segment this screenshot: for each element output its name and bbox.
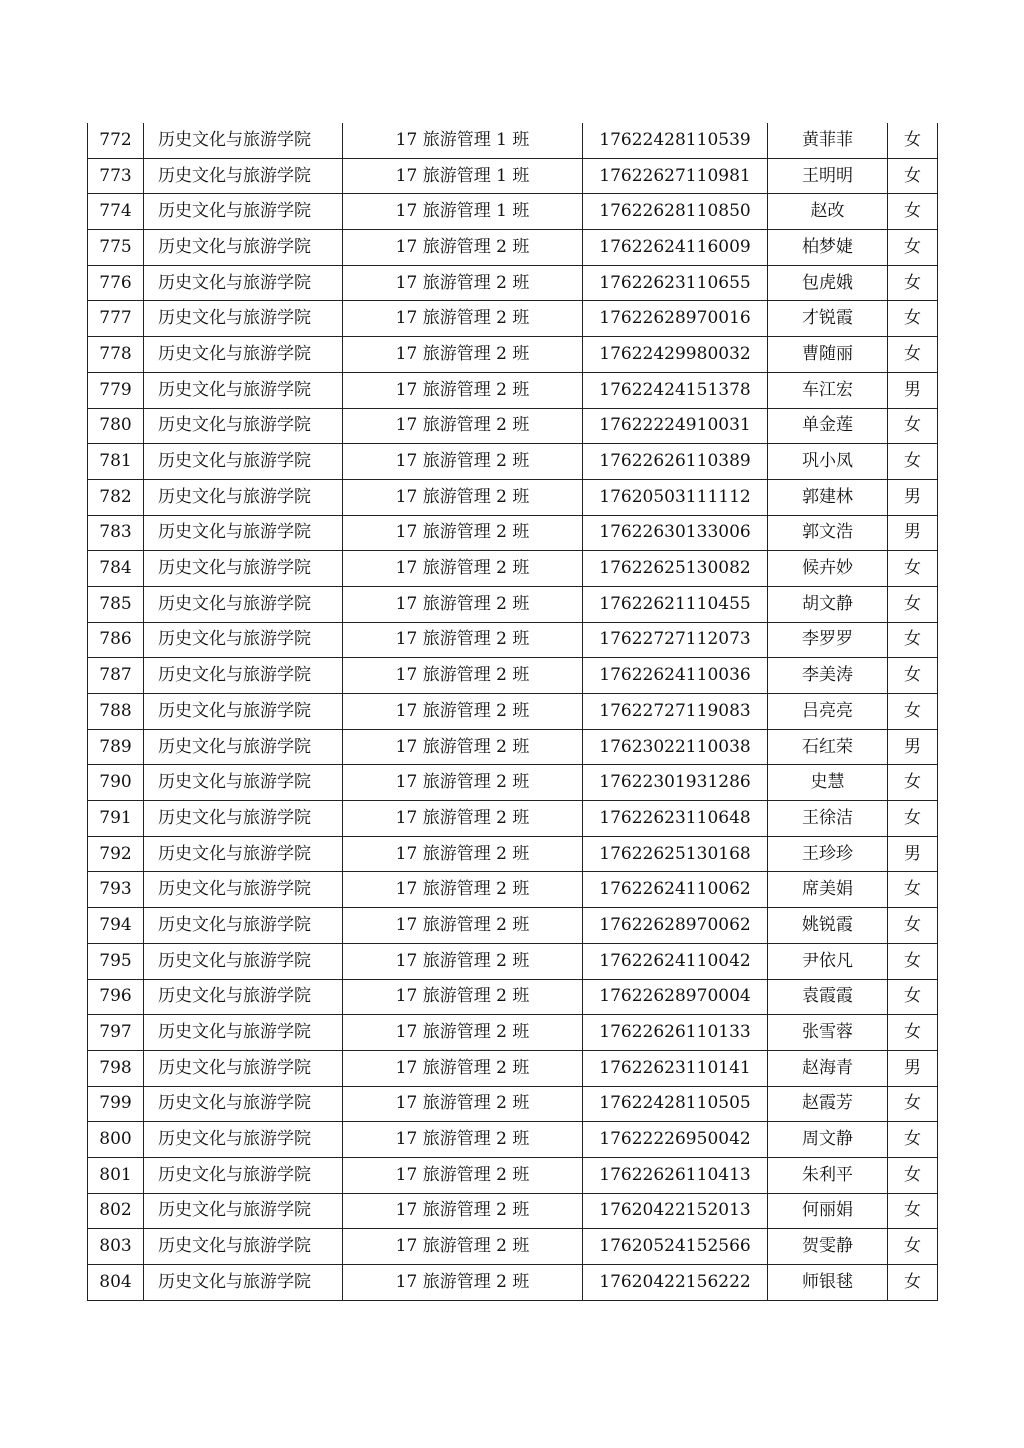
cell-college: 历史文化与旅游学院 [144,622,343,658]
cell-gender: 女 [888,444,938,480]
table-row [88,1193,938,1229]
cell-college: 历史文化与旅游学院 [144,123,343,158]
cell-student-id: 17622625130168 [583,836,768,872]
cell-index: 781 [88,444,144,480]
table-row [88,551,938,587]
cell-college: 历史文化与旅游学院 [144,265,343,301]
cell-index: 790 [88,765,144,801]
cell-gender: 女 [888,943,938,979]
cell-college: 历史文化与旅游学院 [144,979,343,1015]
cell-college: 历史文化与旅游学院 [144,444,343,480]
table-row [88,444,938,480]
cell-student-id: 17620503111112 [583,479,768,515]
cell-class: 17 旅游管理 2 班 [343,1122,583,1158]
cell-index: 795 [88,943,144,979]
cell-class: 17 旅游管理 2 班 [343,479,583,515]
cell-student-name: 胡文静 [768,586,888,622]
cell-student-id: 17622626110413 [583,1157,768,1193]
cell-gender: 女 [888,1157,938,1193]
cell-index: 800 [88,1122,144,1158]
cell-student-name: 王徐洁 [768,801,888,837]
table-row [88,1050,938,1086]
cell-student-name: 候卉妙 [768,551,888,587]
cell-student-id: 17622628110850 [583,194,768,230]
cell-index: 787 [88,658,144,694]
student-roster-table [87,123,938,1301]
table-row [88,1015,938,1051]
cell-gender: 女 [888,1193,938,1229]
cell-student-name: 赵海青 [768,1050,888,1086]
cell-college: 历史文化与旅游学院 [144,408,343,444]
cell-student-name: 才锐霞 [768,301,888,337]
cell-student-id: 17622623110141 [583,1050,768,1086]
cell-student-name: 袁霞霞 [768,979,888,1015]
cell-college: 历史文化与旅游学院 [144,729,343,765]
cell-gender: 女 [888,123,938,158]
cell-class: 17 旅游管理 2 班 [343,372,583,408]
cell-class: 17 旅游管理 1 班 [343,194,583,230]
cell-student-name: 包虎娥 [768,265,888,301]
cell-class: 17 旅游管理 1 班 [343,158,583,194]
cell-student-id: 17622626110389 [583,444,768,480]
table-row [88,729,938,765]
cell-college: 历史文化与旅游学院 [144,301,343,337]
cell-gender: 女 [888,1086,938,1122]
table-row [88,622,938,658]
cell-student-id: 17622624110042 [583,943,768,979]
cell-student-id: 17622301931286 [583,765,768,801]
cell-index: 775 [88,230,144,266]
cell-college: 历史文化与旅游学院 [144,1015,343,1051]
cell-gender: 女 [888,872,938,908]
cell-student-id: 17622424151378 [583,372,768,408]
cell-class: 17 旅游管理 2 班 [343,729,583,765]
table-row [88,979,938,1015]
cell-student-name: 李罗罗 [768,622,888,658]
table-row [88,836,938,872]
cell-student-name: 黄菲菲 [768,123,888,158]
cell-student-id: 17622624110036 [583,658,768,694]
cell-student-name: 郭建林 [768,479,888,515]
cell-student-id: 17622623110655 [583,265,768,301]
cell-gender: 男 [888,479,938,515]
cell-gender: 女 [888,765,938,801]
cell-class: 17 旅游管理 2 班 [343,622,583,658]
cell-student-id: 17622628970062 [583,908,768,944]
cell-student-name: 何丽娟 [768,1193,888,1229]
cell-index: 772 [88,123,144,158]
cell-class: 17 旅游管理 2 班 [343,1015,583,1051]
cell-student-id: 17622428110505 [583,1086,768,1122]
table-row [88,872,938,908]
table-row [88,943,938,979]
table-row [88,301,938,337]
cell-class: 17 旅游管理 2 班 [343,1229,583,1265]
cell-college: 历史文化与旅游学院 [144,836,343,872]
cell-index: 802 [88,1193,144,1229]
cell-gender: 男 [888,1050,938,1086]
cell-student-id: 17622428110539 [583,123,768,158]
cell-gender: 女 [888,551,938,587]
cell-class: 17 旅游管理 2 班 [343,515,583,551]
cell-student-name: 李美涛 [768,658,888,694]
cell-gender: 女 [888,337,938,373]
cell-college: 历史文化与旅游学院 [144,658,343,694]
cell-class: 17 旅游管理 2 班 [343,586,583,622]
cell-gender: 女 [888,1265,938,1301]
cell-student-name: 曹随丽 [768,337,888,373]
cell-student-name: 史慧 [768,765,888,801]
table-row [88,265,938,301]
cell-student-id: 17622626110133 [583,1015,768,1051]
cell-college: 历史文化与旅游学院 [144,194,343,230]
cell-college: 历史文化与旅游学院 [144,515,343,551]
table-row [88,765,938,801]
cell-index: 792 [88,836,144,872]
cell-index: 788 [88,694,144,730]
cell-gender: 女 [888,408,938,444]
cell-student-id: 17620422152013 [583,1193,768,1229]
table-row [88,658,938,694]
cell-class: 17 旅游管理 1 班 [343,123,583,158]
cell-college: 历史文化与旅游学院 [144,158,343,194]
cell-class: 17 旅游管理 2 班 [343,872,583,908]
cell-index: 801 [88,1157,144,1193]
cell-index: 777 [88,301,144,337]
cell-index: 778 [88,337,144,373]
cell-student-name: 王珍珍 [768,836,888,872]
table-row [88,586,938,622]
table-row [88,479,938,515]
cell-student-name: 张雪蓉 [768,1015,888,1051]
cell-gender: 男 [888,729,938,765]
cell-class: 17 旅游管理 2 班 [343,694,583,730]
cell-index: 797 [88,1015,144,1051]
cell-student-id: 17622429980032 [583,337,768,373]
cell-gender: 女 [888,230,938,266]
cell-class: 17 旅游管理 2 班 [343,301,583,337]
cell-index: 779 [88,372,144,408]
cell-student-id: 17622630133006 [583,515,768,551]
cell-gender: 男 [888,836,938,872]
cell-college: 历史文化与旅游学院 [144,586,343,622]
cell-college: 历史文化与旅游学院 [144,1193,343,1229]
cell-student-id: 17622625130082 [583,551,768,587]
cell-index: 774 [88,194,144,230]
cell-college: 历史文化与旅游学院 [144,1157,343,1193]
table-row [88,1157,938,1193]
cell-college: 历史文化与旅游学院 [144,1265,343,1301]
cell-college: 历史文化与旅游学院 [144,694,343,730]
cell-student-name: 尹依凡 [768,943,888,979]
cell-index: 789 [88,729,144,765]
table-row [88,158,938,194]
table-row [88,194,938,230]
cell-student-name: 周文静 [768,1122,888,1158]
cell-class: 17 旅游管理 2 班 [343,836,583,872]
cell-student-id: 17620422156222 [583,1265,768,1301]
table-row [88,1086,938,1122]
cell-gender: 女 [888,1015,938,1051]
cell-student-name: 贺雯静 [768,1229,888,1265]
cell-college: 历史文化与旅游学院 [144,372,343,408]
cell-class: 17 旅游管理 2 班 [343,943,583,979]
cell-student-id: 17622727112073 [583,622,768,658]
cell-class: 17 旅游管理 2 班 [343,408,583,444]
cell-college: 历史文化与旅游学院 [144,230,343,266]
cell-college: 历史文化与旅游学院 [144,872,343,908]
roster-body [88,123,938,1300]
cell-index: 776 [88,265,144,301]
cell-gender: 女 [888,694,938,730]
cell-college: 历史文化与旅游学院 [144,551,343,587]
cell-index: 798 [88,1050,144,1086]
cell-class: 17 旅游管理 2 班 [343,1157,583,1193]
cell-index: 804 [88,1265,144,1301]
cell-student-name: 单金莲 [768,408,888,444]
cell-student-id: 17622727119083 [583,694,768,730]
cell-student-name: 王明明 [768,158,888,194]
cell-index: 783 [88,515,144,551]
cell-student-id: 17622226950042 [583,1122,768,1158]
cell-student-id: 17622624110062 [583,872,768,908]
cell-class: 17 旅游管理 2 班 [343,444,583,480]
cell-student-name: 赵改 [768,194,888,230]
cell-student-name: 席美娟 [768,872,888,908]
cell-class: 17 旅游管理 2 班 [343,801,583,837]
cell-index: 780 [88,408,144,444]
cell-gender: 女 [888,908,938,944]
cell-gender: 男 [888,515,938,551]
cell-class: 17 旅游管理 2 班 [343,1086,583,1122]
table-row [88,408,938,444]
cell-student-name: 石红荣 [768,729,888,765]
cell-class: 17 旅游管理 2 班 [343,908,583,944]
cell-class: 17 旅游管理 2 班 [343,1050,583,1086]
cell-index: 785 [88,586,144,622]
cell-college: 历史文化与旅游学院 [144,943,343,979]
cell-gender: 女 [888,1122,938,1158]
table-row [88,230,938,266]
cell-college: 历史文化与旅游学院 [144,908,343,944]
cell-index: 796 [88,979,144,1015]
cell-student-name: 朱利平 [768,1157,888,1193]
cell-student-name: 巩小凤 [768,444,888,480]
table-row [88,1229,938,1265]
cell-class: 17 旅游管理 2 班 [343,337,583,373]
cell-class: 17 旅游管理 2 班 [343,765,583,801]
cell-college: 历史文化与旅游学院 [144,337,343,373]
cell-index: 793 [88,872,144,908]
cell-class: 17 旅游管理 2 班 [343,265,583,301]
cell-student-id: 17622624116009 [583,230,768,266]
cell-gender: 女 [888,658,938,694]
cell-gender: 女 [888,265,938,301]
cell-class: 17 旅游管理 2 班 [343,1193,583,1229]
cell-index: 786 [88,622,144,658]
cell-student-id: 17620524152566 [583,1229,768,1265]
cell-college: 历史文化与旅游学院 [144,1122,343,1158]
cell-college: 历史文化与旅游学院 [144,1229,343,1265]
table-row [88,908,938,944]
cell-gender: 女 [888,194,938,230]
cell-index: 799 [88,1086,144,1122]
cell-college: 历史文化与旅游学院 [144,1050,343,1086]
cell-college: 历史文化与旅游学院 [144,801,343,837]
cell-student-id: 17622628970016 [583,301,768,337]
cell-index: 773 [88,158,144,194]
cell-student-name: 姚锐霞 [768,908,888,944]
cell-gender: 男 [888,372,938,408]
cell-student-id: 17622627110981 [583,158,768,194]
cell-college: 历史文化与旅游学院 [144,765,343,801]
cell-student-id: 17622623110648 [583,801,768,837]
table-row [88,801,938,837]
table-row [88,515,938,551]
cell-gender: 女 [888,979,938,1015]
table-row [88,337,938,373]
cell-class: 17 旅游管理 2 班 [343,1265,583,1301]
cell-class: 17 旅游管理 2 班 [343,551,583,587]
table-row [88,1265,938,1301]
cell-student-name: 吕亮亮 [768,694,888,730]
cell-student-name: 柏梦婕 [768,230,888,266]
cell-student-name: 师银毬 [768,1265,888,1301]
cell-gender: 女 [888,586,938,622]
cell-index: 803 [88,1229,144,1265]
cell-class: 17 旅游管理 2 班 [343,230,583,266]
cell-college: 历史文化与旅游学院 [144,1086,343,1122]
cell-student-name: 赵霞芳 [768,1086,888,1122]
cell-class: 17 旅游管理 2 班 [343,979,583,1015]
cell-gender: 女 [888,801,938,837]
cell-index: 784 [88,551,144,587]
cell-gender: 女 [888,1229,938,1265]
cell-index: 794 [88,908,144,944]
cell-student-id: 17622628970004 [583,979,768,1015]
cell-index: 791 [88,801,144,837]
cell-gender: 女 [888,622,938,658]
table-row [88,123,938,158]
cell-student-id: 17622621110455 [583,586,768,622]
table-row [88,372,938,408]
table-row [88,1122,938,1158]
cell-student-name: 郭文浩 [768,515,888,551]
cell-gender: 女 [888,301,938,337]
cell-gender: 女 [888,158,938,194]
table-row [88,694,938,730]
cell-student-id: 17622224910031 [583,408,768,444]
cell-college: 历史文化与旅游学院 [144,479,343,515]
cell-student-name: 车江宏 [768,372,888,408]
cell-student-id: 17623022110038 [583,729,768,765]
cell-index: 782 [88,479,144,515]
cell-class: 17 旅游管理 2 班 [343,658,583,694]
